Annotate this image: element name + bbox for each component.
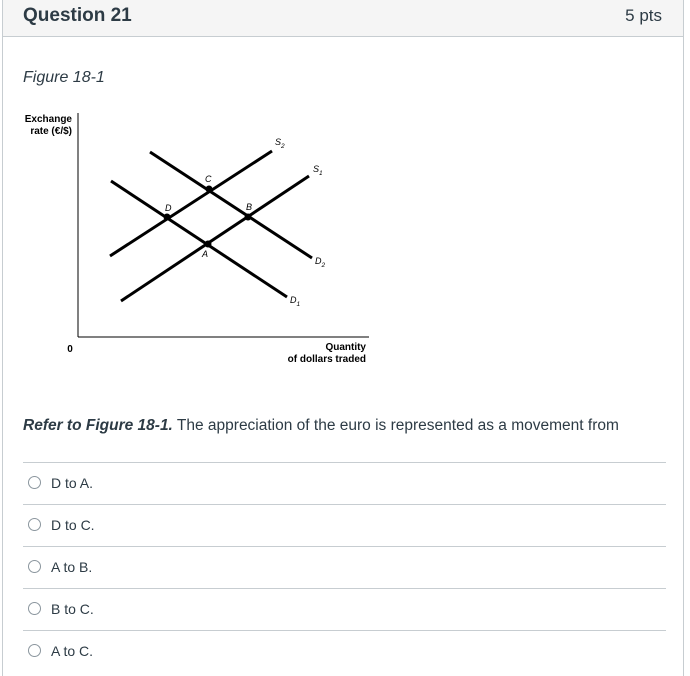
radio-button[interactable]: [28, 644, 41, 657]
point-c-label: C: [205, 174, 212, 184]
point-d-label: D: [165, 203, 172, 213]
question-card: [2, 0, 684, 676]
demand-curve-d2: [150, 152, 312, 258]
curve-label-d1-sub: 1: [296, 301, 301, 308]
answer-label: A to C.: [51, 643, 94, 659]
question-prompt: [23, 417, 619, 435]
question-header: [3, 0, 683, 37]
x-axis-label-line1: Quantity: [325, 342, 366, 353]
y-axis-label-line1: Exchange: [24, 114, 72, 125]
point-a-marker: [205, 241, 212, 248]
answer-label: D to A.: [51, 475, 94, 491]
answer-option[interactable]: [23, 504, 666, 546]
curve-label-s2-sub: 2: [281, 143, 285, 150]
answer-option[interactable]: [23, 462, 666, 504]
point-d-marker: [164, 214, 171, 221]
radio-button[interactable]: [28, 476, 41, 489]
answer-label: A to B.: [51, 559, 93, 575]
origin-label: 0: [67, 344, 73, 355]
curve-label-d2: [315, 256, 326, 269]
answer-list: [23, 462, 666, 672]
curve-label-s2: [275, 137, 285, 150]
supply-demand-figure: [3, 100, 383, 370]
point-c-marker: [206, 186, 213, 193]
radio-button[interactable]: [28, 602, 41, 615]
point-b-label: B: [246, 202, 253, 212]
curve-label-d1-name: D: [290, 295, 297, 305]
curve-label-s1-sub: 1: [319, 170, 323, 177]
y-axis-label-line2: rate (€/$): [30, 126, 72, 137]
question-title: Question 21: [23, 5, 132, 26]
question-points: 5 pts: [625, 6, 662, 25]
curve-label-d2-name: D: [315, 256, 322, 266]
answer-label: D to C.: [51, 517, 95, 533]
figure-title: Figure 18-1: [23, 69, 105, 86]
answer-label: B to C.: [51, 601, 94, 617]
point-b-marker: [245, 214, 252, 221]
figure-reference: Refer to Figure 18-1.: [23, 417, 173, 434]
curve-label-d1: [290, 295, 301, 308]
answer-option[interactable]: [23, 588, 666, 630]
prompt-text: The appreciation of the euro is represented as a movement from: [172, 417, 619, 434]
x-axis-label-line2: of dollars traded: [287, 354, 366, 365]
curve-label-s1-name: S: [313, 164, 320, 174]
curve-label-d2-sub: 2: [321, 262, 326, 269]
curve-label-s1: [313, 164, 323, 177]
radio-button[interactable]: [28, 518, 41, 531]
point-a-label: A: [202, 249, 209, 259]
answer-option[interactable]: [23, 546, 666, 588]
curve-label-s2-name: S: [275, 137, 282, 147]
radio-button[interactable]: [28, 560, 41, 573]
answer-option[interactable]: [23, 630, 666, 672]
